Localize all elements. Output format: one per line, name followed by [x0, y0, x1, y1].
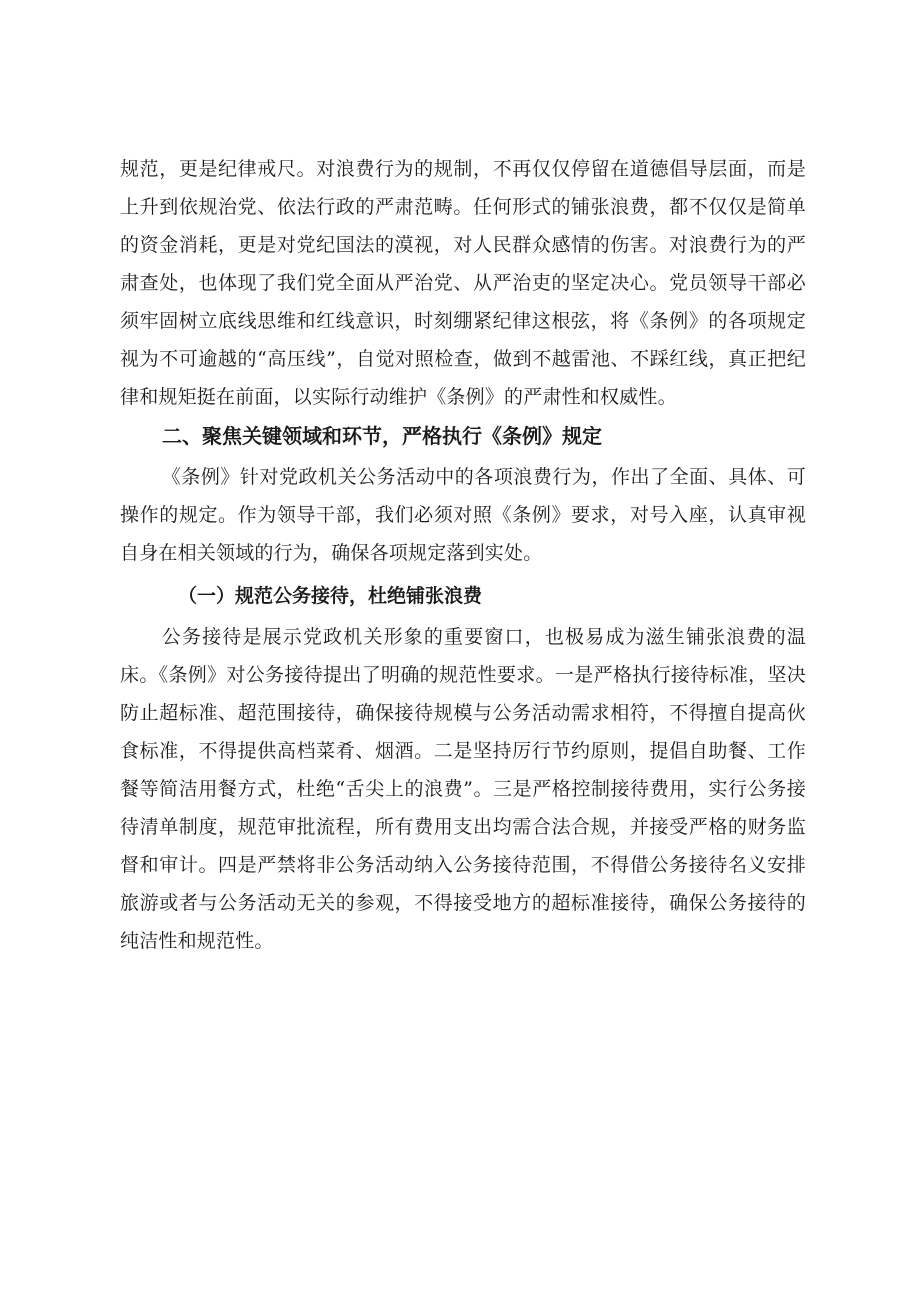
section-heading-two: 二、聚焦关键领域和环节，严格执行《条例》规定 [162, 424, 602, 448]
subsection-heading-reception: （一）规范公务接待，杜绝铺张浪费 [178, 585, 483, 607]
body-paragraph-continued: 规范，更是纪律戒尺。对浪费行为的规制，不再仅仅停留在道德倡导层面，而是上升到依规治党、依法行政的严肃范畴。任何形式的铺张浪费，都不仅仅是简单的资金消耗，更是对党纪国法的漠视，对人民群众感情的伤害。对浪费行为的严肃查处，也体现了我们党全面从严治党、从严治吏的坚定决心。党员领导干部必须牢固树立底线思维和红线意识，时刻绷紧纪律这根弦，将《条例》的各项规定视为不可逾越的“高压线”，自觉对照检查，做到不越雷池、不踩红线，真正把纪律和规矩挺在前面，以实际行动维护《条例》的严肃性和权威性。 [120, 158, 806, 408]
document-page [120, 150, 806, 960]
body-paragraph-reception: 公务接待是展示党政机关形象的重要窗口，也极易成为滋生铺张浪费的温床。《条例》对公务接待提出了明确的规范性要求。一是严格执行接待标准，坚决防止超标准、超范围接待，确保接待规模与公务活动需求相符，不得擅自提高伙食标准，不得提供高档菜肴、烟酒。二是坚持厉行节约原则，提倡自助餐、工作餐等简洁用餐方式，杜绝“舌尖上的浪费”。三是严格控制接待费用，实行公务接待清单制度，规范审批流程，所有费用支出均需合法合规，并接受严格的财务监督和审计。四是严禁将非公务活动纳入公务接待范围，不得借公务接待名义安排旅游或者与公务活动无关的参观，不得接受地方的超标准接待，确保公务接待的纯洁性和规范性。 [120, 626, 806, 952]
body-paragraph-section-two-intro: 《条例》针对党政机关公务活动中的各项浪费行为，作出了全面、具体、可操作的规定。作为领导干部，我们必须对照《条例》要求，对号入座，认真审视自身在相关领域的行为，确保各项规定落到实处。 [120, 466, 806, 564]
